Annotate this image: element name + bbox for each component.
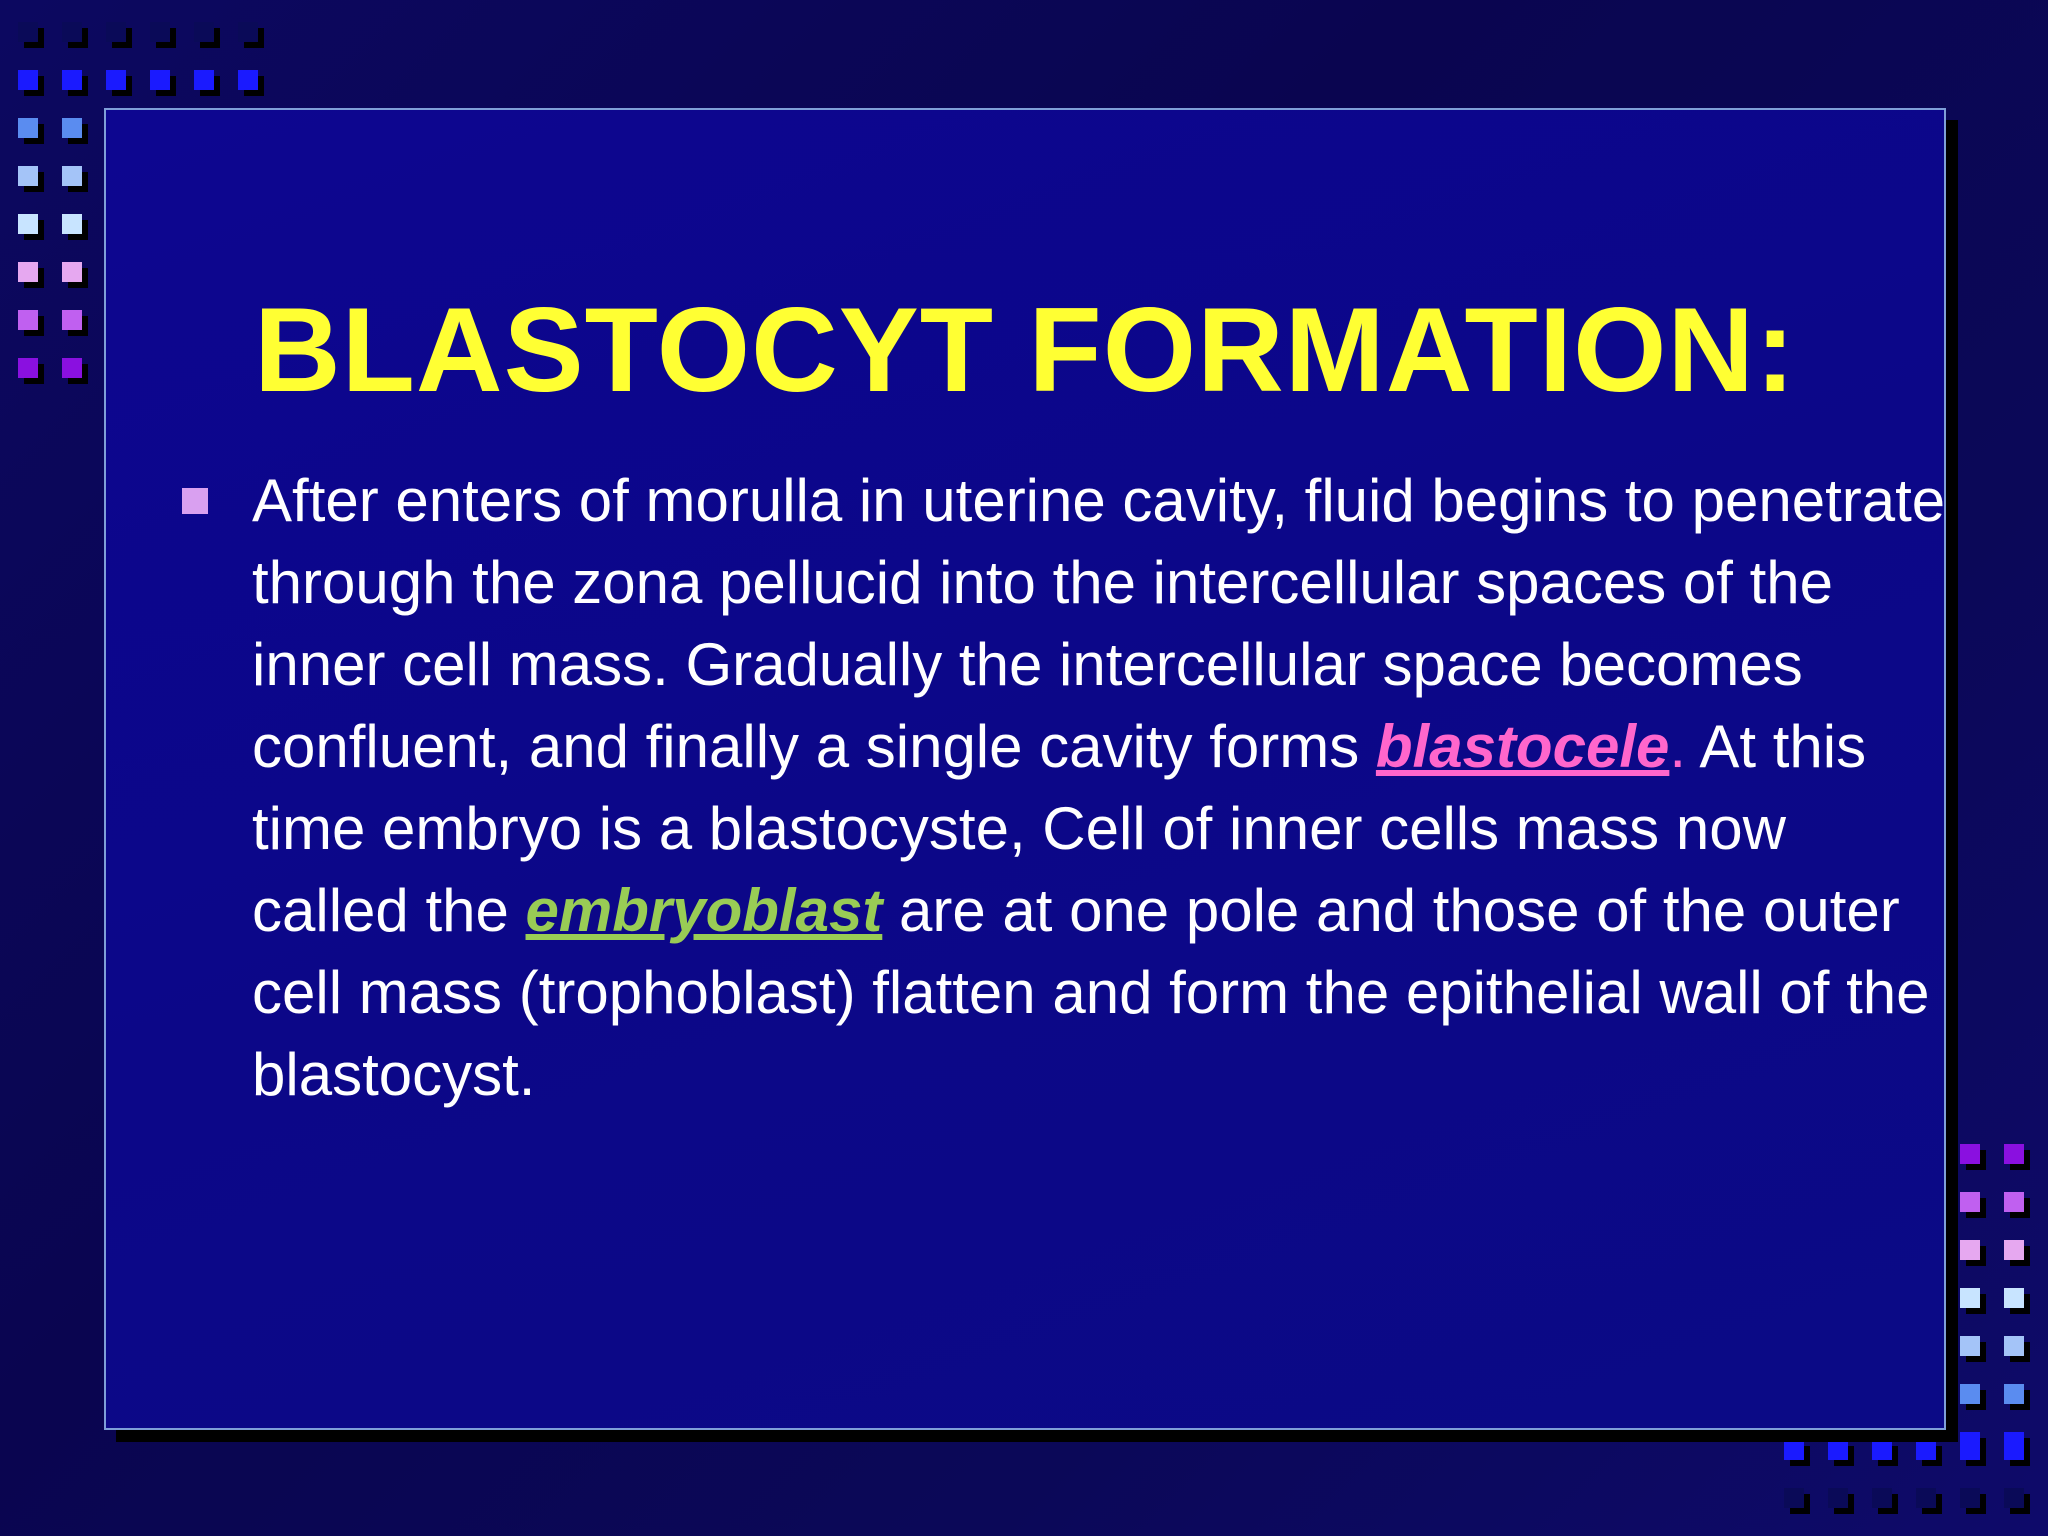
decorative-dot	[1960, 1192, 1980, 1212]
decorative-dot	[1828, 1440, 1848, 1460]
decorative-dot	[106, 70, 126, 90]
decorative-dot	[1872, 1440, 1892, 1460]
decorative-dot	[2004, 1384, 2024, 1404]
decorative-dot	[194, 70, 214, 90]
decorative-dot	[62, 358, 82, 378]
decorative-dot	[1960, 1240, 1980, 1260]
decorative-dot	[238, 22, 258, 42]
decorative-dot	[62, 310, 82, 330]
term-blastocele-period: .	[1669, 713, 1687, 780]
decorative-dot	[106, 22, 126, 42]
decorative-dot	[18, 310, 38, 330]
decorative-dot	[150, 70, 170, 90]
decorative-dot	[1960, 1288, 1980, 1308]
decorative-dot	[18, 358, 38, 378]
decorative-dot	[2004, 1336, 2024, 1356]
term-embryoblast: embryoblast	[525, 877, 883, 944]
slide-panel	[104, 108, 1946, 1430]
decorative-dot	[18, 22, 38, 42]
decorative-dot	[18, 262, 38, 282]
decorative-dot	[18, 166, 38, 186]
decorative-dot	[1960, 1336, 1980, 1356]
term-blastocele: blastocele	[1375, 713, 1670, 780]
bullet-text-part-1: After enters of morulla in uterine cavity, fluid begins to penetrate through the zona pellucid into the intercellular spaces of the inner cell mass. Gradually the intercellular space becomes confluent, and finally a single cavity forms	[252, 467, 1946, 780]
decorative-dot	[1828, 1488, 1848, 1508]
decorative-dot	[1916, 1440, 1936, 1460]
decorative-dot	[1960, 1488, 1980, 1508]
decorative-dot	[18, 70, 38, 90]
decorative-dot	[1960, 1384, 1980, 1404]
decorative-dot	[18, 214, 38, 234]
decorative-dot	[2004, 1240, 2024, 1260]
decorative-dot	[62, 214, 82, 234]
bullet-text-part-2: At this time embryo is a blastocyste, Cell of inner cells mass now called the	[252, 713, 1867, 944]
bullet-paragraph	[252, 460, 1952, 1116]
decorative-dot	[62, 118, 82, 138]
decorative-dot	[1784, 1488, 1804, 1508]
decorative-dot	[2004, 1192, 2024, 1212]
decorative-dot	[194, 22, 214, 42]
decorative-dot	[1960, 1440, 1980, 1460]
decorative-dot	[2004, 1488, 2024, 1508]
decorative-dot	[18, 118, 38, 138]
slide-title: BLASTOCYT FORMATION:	[253, 283, 1797, 417]
bullet-square-icon	[182, 488, 208, 514]
bullet-text-part-3: are at one pole and those of the outer cell mass (trophoblast) flatten and form the epithelial wall of the blastocyst.	[252, 877, 1930, 1108]
decorative-dot	[1872, 1488, 1892, 1508]
decorative-dot	[62, 262, 82, 282]
decorative-dot	[62, 70, 82, 90]
decorative-dot	[150, 22, 170, 42]
decorative-dot	[238, 70, 258, 90]
decorative-dot	[2004, 1144, 2024, 1164]
decorative-dot	[62, 166, 82, 186]
decorative-dot	[62, 22, 82, 42]
decorative-dot	[1784, 1440, 1804, 1460]
decorative-dot	[2004, 1288, 2024, 1308]
decorative-dot	[1960, 1144, 1980, 1164]
decorative-dot	[1916, 1488, 1936, 1508]
decorative-dot	[2004, 1440, 2024, 1460]
